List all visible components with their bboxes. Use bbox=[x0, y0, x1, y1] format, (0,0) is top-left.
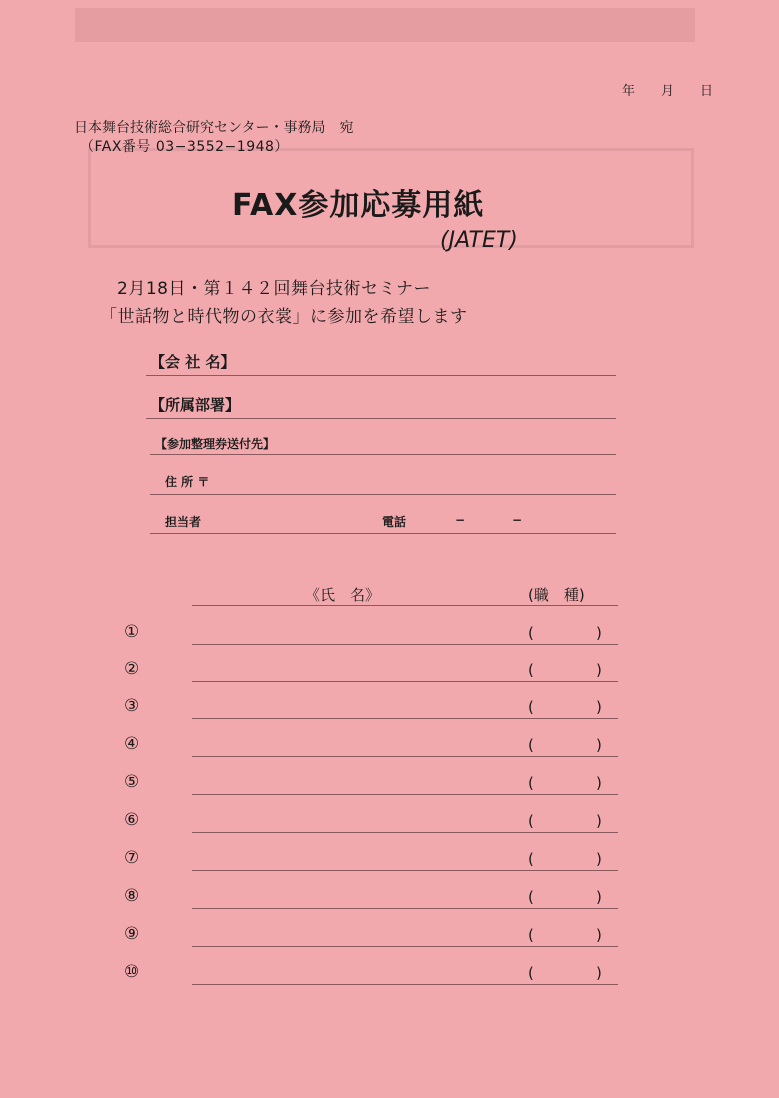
job-close: ) bbox=[596, 888, 602, 906]
address-label: 住 所 〒 bbox=[165, 475, 210, 489]
job-close: ) bbox=[596, 624, 602, 642]
header-rule bbox=[192, 605, 618, 606]
job-close: ) bbox=[596, 850, 602, 868]
job-open: ( bbox=[528, 964, 534, 982]
date-year: 年 bbox=[622, 84, 636, 99]
job-column-header: (職 種) bbox=[528, 586, 585, 604]
bleed-through-band bbox=[75, 8, 695, 42]
row-number: ④ bbox=[124, 734, 140, 754]
company-field[interactable] bbox=[146, 375, 616, 376]
row-number: ⑨ bbox=[124, 924, 140, 944]
phone-separator-2: − bbox=[512, 513, 523, 527]
row-number: ⑦ bbox=[124, 848, 140, 868]
lead-line-1: 2月18日・第１４２回舞台技術セミナー bbox=[117, 279, 431, 299]
row-number: ① bbox=[124, 622, 140, 642]
date-month: 月 bbox=[661, 84, 675, 99]
job-open: ( bbox=[528, 888, 534, 906]
name-column-header: 《氏 名》 bbox=[305, 586, 381, 604]
date-fields bbox=[622, 80, 739, 99]
name-field[interactable] bbox=[192, 681, 618, 682]
fax-number: （FAX番号 03−3552−1948） bbox=[80, 139, 289, 155]
name-field[interactable] bbox=[192, 644, 618, 645]
job-open: ( bbox=[528, 736, 534, 754]
job-open: ( bbox=[528, 926, 534, 944]
name-field[interactable] bbox=[192, 984, 618, 985]
department-label: 【所属部署】 bbox=[150, 396, 241, 414]
name-field[interactable] bbox=[192, 908, 618, 909]
row-number: ⑤ bbox=[124, 772, 140, 792]
job-open: ( bbox=[528, 698, 534, 716]
job-open: ( bbox=[528, 812, 534, 830]
address-field[interactable] bbox=[150, 494, 616, 495]
job-open: ( bbox=[528, 774, 534, 792]
name-field[interactable] bbox=[192, 794, 618, 795]
page-title: FAX参加応募用紙 bbox=[232, 188, 485, 223]
ticket-dest-label: 【参加整理券送付先】 bbox=[155, 437, 276, 451]
name-field[interactable] bbox=[192, 946, 618, 947]
job-close: ) bbox=[596, 964, 602, 982]
job-close: ) bbox=[596, 812, 602, 830]
job-close: ) bbox=[596, 736, 602, 754]
job-close: ) bbox=[596, 926, 602, 944]
department-field[interactable] bbox=[146, 418, 616, 419]
phone-separator-1: − bbox=[455, 513, 466, 527]
name-field[interactable] bbox=[192, 718, 618, 719]
job-close: ) bbox=[596, 698, 602, 716]
row-number: ③ bbox=[124, 696, 140, 716]
date-day: 日 bbox=[700, 84, 714, 99]
contact-label: 担当者 bbox=[165, 515, 202, 529]
row-number: ⑩ bbox=[124, 962, 140, 982]
company-label: 【会 社 名】 bbox=[150, 353, 236, 371]
job-open: ( bbox=[528, 624, 534, 642]
page-subtitle: (JATET) bbox=[440, 228, 518, 253]
name-field[interactable] bbox=[192, 832, 618, 833]
job-open: ( bbox=[528, 661, 534, 679]
recipient: 日本舞台技術総合研究センター・事務局 宛 bbox=[74, 120, 354, 136]
row-number: ⑧ bbox=[124, 886, 140, 906]
job-close: ) bbox=[596, 774, 602, 792]
row-number: ② bbox=[124, 659, 140, 679]
job-open: ( bbox=[528, 850, 534, 868]
lead-line-2: 「世話物と時代物の衣裳」に参加を希望します bbox=[100, 307, 468, 327]
ticket-dest-field[interactable] bbox=[150, 454, 616, 455]
row-number: ⑥ bbox=[124, 810, 140, 830]
name-field[interactable] bbox=[192, 870, 618, 871]
phone-label: 電話 bbox=[382, 515, 407, 529]
name-field[interactable] bbox=[192, 756, 618, 757]
contact-field[interactable] bbox=[150, 533, 616, 534]
job-close: ) bbox=[596, 661, 602, 679]
